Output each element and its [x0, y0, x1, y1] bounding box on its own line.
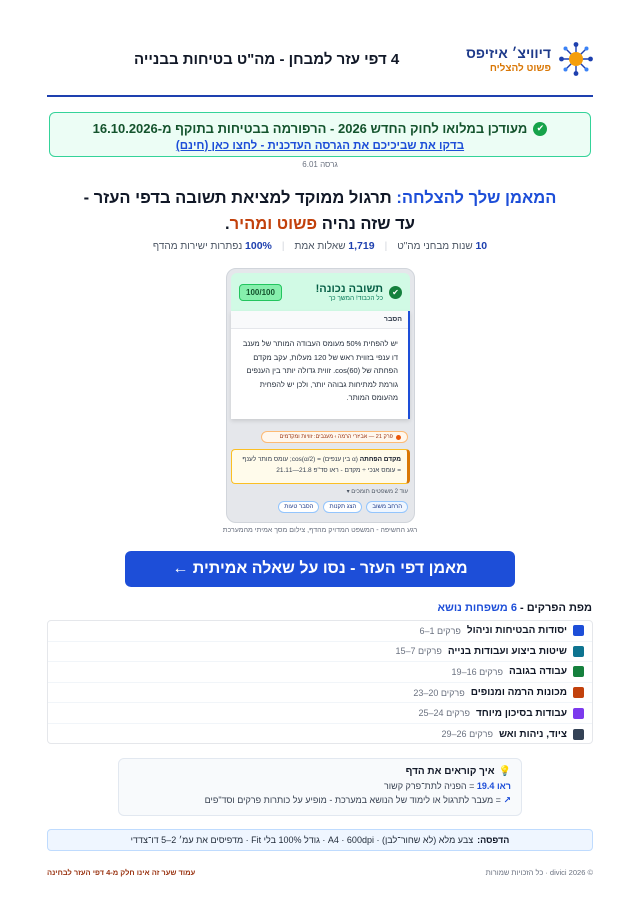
page-title: 4 דפי עזר למבחן - מה"ט בטיחות בבנייה — [134, 50, 400, 68]
update-title: מעודכן במלואו לחוק החדש 2026 - הרפורמה בבטיחות בתוקף מ-16.10.2026 — [92, 121, 528, 136]
print-text: צבע מלא (לא שחור־לבן) · A4 · 600dpi · גודל 100% בלי Fit · מדפיסים את עמ׳ 2–5 דו־צדדי — [130, 835, 474, 845]
check-icon: ✔ — [533, 122, 547, 136]
explanation-text: יש להפחית 50% מעומס העבודה המותר של מענב דו ענפי בזווית ראש של 120 מעלות, עקב מקדם הפחתה של cos(60). זווית גדולה יותר בין הענפים גורמת למתיחות גבוהה יותר, ולכן יש להפחית מהעומס המותר. — [242, 339, 398, 402]
list-item[interactable] — [48, 683, 592, 704]
stat-questions: 1,719 שאלות אמת — [294, 240, 375, 252]
color-swatch — [573, 687, 584, 698]
dot-icon — [396, 435, 401, 440]
check-icon: ✔ — [389, 286, 402, 299]
sun-logo-icon — [559, 42, 593, 76]
stat-solved: 100% נפתרות ישירות מהדף — [152, 240, 272, 252]
chapter-family-name: מכונות הרמה ומנופים — [470, 687, 567, 699]
chapter-chip[interactable] — [261, 431, 408, 443]
brand-name: דיוויצ׳ איזיפס — [466, 44, 551, 61]
hero-heading — [60, 185, 580, 237]
stat-separator: | — [384, 240, 388, 252]
more-examples-toggle[interactable]: עוד 2 משפטים תומכים ▾ — [346, 489, 408, 495]
answer-header — [231, 273, 410, 311]
screenshot-mockup — [226, 268, 415, 523]
formula-text: (α בין ענפים) = cos(α/2); עומס מותר לענף = עומס אנכי ÷ מקדם - ראו סד"פ 21.8—21.11 — [242, 456, 401, 474]
explain-mistake-button[interactable]: הסבר טעות — [278, 501, 319, 513]
how-to-read-line: ראו 19.4 = הפניה לתת־פרק קשור — [383, 781, 511, 791]
list-item[interactable] — [48, 703, 592, 724]
stat-years: 10 שנות מבחני מה"ט — [397, 240, 488, 252]
chapter-map-count: 6 משפחות נושא — [437, 602, 517, 614]
how-to-read-box — [118, 758, 522, 816]
chapter-range: פרקים 20–23 — [413, 687, 465, 698]
chapter-family-name: ציוד, ניהות ואש — [498, 728, 567, 740]
explanation-card — [231, 311, 410, 419]
list-item[interactable] — [48, 662, 592, 683]
color-swatch — [573, 729, 584, 740]
chapter-family-name: שיטות ביצוע ועבודות בנייה — [447, 645, 567, 657]
print-label: הדפסה: — [477, 835, 510, 845]
stat-separator: | — [281, 240, 285, 252]
chapter-range: פרקים 16–19 — [451, 666, 503, 677]
hero-line2-end: . — [225, 215, 230, 233]
brand[interactable] — [466, 42, 593, 76]
formula-title: מקדם הפחתה — [359, 456, 401, 463]
how-to-read-line: ↗ = מעבר לתרגול או לימוד של הנושא במערכת - מופיע על כותרות פרקים וסד"פים — [204, 795, 511, 805]
score-badge: 100/100 — [239, 284, 282, 301]
hero-highlight: המאמן שלך להצלחה: — [396, 189, 557, 207]
footer-note: עמוד שער זה אינו חלק מ-4 דפי העזר לבחינה — [47, 868, 196, 877]
hero-line2-start: עד שזה נהיה — [321, 215, 415, 233]
chapter-map-title: מפת הפרקים - 6 משפחות נושא — [437, 602, 592, 614]
stats-row — [0, 240, 640, 252]
color-swatch — [573, 625, 584, 636]
color-swatch — [573, 708, 584, 719]
header — [47, 28, 593, 90]
chapter-family-name: יסודות הבטיחות וניהול — [466, 625, 567, 637]
header-divider — [47, 95, 593, 97]
chapter-range: פרקים 26–29 — [441, 729, 493, 740]
brand-tagline: פשוט להצליח — [489, 62, 551, 74]
explanation-label: הסבר — [231, 311, 408, 329]
hero-line1: תרגול ממוקד למציאת תשובה בדפי העזר - — [83, 189, 392, 207]
footer-copyright: © divici 2026 · כל הזכויות שמורות — [485, 868, 593, 877]
how-to-read-title: איך קוראים את הדף — [405, 766, 495, 777]
chapter-range: פרקים 1–6 — [419, 625, 461, 636]
hero-emphasis: פשוט ומהיר — [229, 215, 318, 233]
list-item[interactable] — [48, 724, 592, 745]
chapter-family-name: עבודות בסיכון מיוחד — [475, 707, 567, 719]
chapter-map-list — [47, 620, 593, 744]
formula-box — [231, 449, 410, 484]
version-label: גרסה 6.01 — [302, 160, 338, 169]
external-link-icon: ↗ — [503, 795, 511, 805]
chapter-range: פרקים 24–25 — [418, 708, 470, 719]
color-swatch — [573, 646, 584, 657]
answer-title: תשובה נכונה! — [315, 282, 383, 295]
show-regulations-button[interactable]: הצג תקנות — [323, 501, 362, 513]
color-swatch — [573, 666, 584, 677]
chapter-family-name: עבודה בגובה — [508, 666, 567, 678]
mockup-button-row — [278, 501, 408, 513]
chapter-chip-label: פרק 21 — אביזרי הרמה › מענבים: זוויות ומקדמים — [279, 434, 393, 440]
answer-subtitle: כל הכבוד! המשך כך — [328, 294, 383, 302]
chapter-range: פרקים 7–15 — [395, 646, 442, 657]
lightbulb-icon: 💡 — [498, 766, 511, 777]
list-item[interactable] — [48, 621, 592, 642]
mockup-caption: רגע החשיפה - המשפט המדויק מהדף, צילום מסך אמיתי מהמערכת — [222, 527, 418, 534]
print-instructions — [47, 829, 593, 851]
update-link[interactable]: בדקו את שביכיכם את הגרסה העדכנית - לחצו כאן (חינם) — [175, 140, 465, 152]
cta-button[interactable]: מאמן דפי העזר - נסו על שאלה אמיתית ← — [125, 551, 515, 587]
expand-feedback-button[interactable]: הרחב משוב — [366, 501, 408, 513]
reference-example: ראו 19.4 — [476, 781, 511, 791]
list-item[interactable] — [48, 642, 592, 663]
update-banner — [49, 112, 591, 157]
